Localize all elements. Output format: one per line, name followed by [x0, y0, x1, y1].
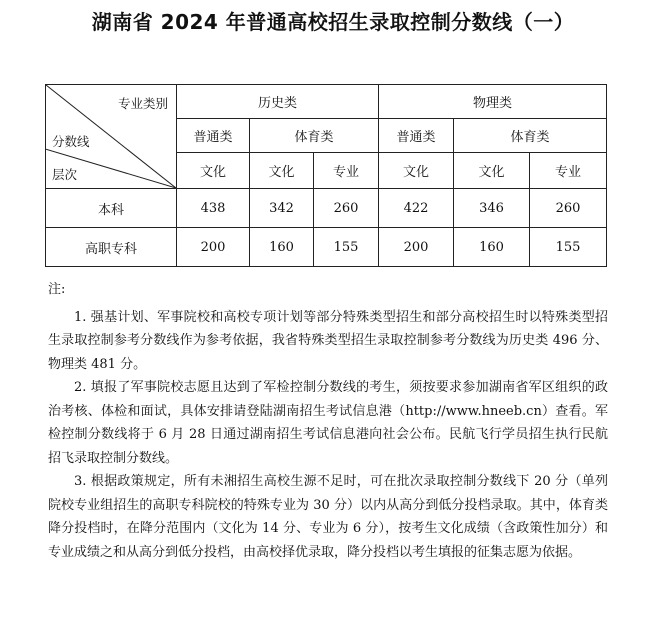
subject-header: 文化: [379, 153, 454, 189]
notes-heading: 注:: [48, 282, 66, 297]
score-cell: 200: [177, 228, 250, 267]
row-level-label: 本科: [46, 189, 177, 228]
note-paragraph-3: 3. 根据政策规定，所有未湘招生高校生源不足时，可在批次录取控制分数线下 20 分（单列院校专业组招生的高职专科院校的特殊专业为 30 分）以内从高分到低分投档录取。其中，体育类降分投档时，在降分范围内（文化为 14 分、专业为 6 分），按考生文化成绩（含政策性加分）和专业成绩之和从高分到低分投档，由高校择优录取，降分投档以考生填报的征集志愿为依据。: [48, 474, 608, 560]
score-cell: 155: [314, 228, 379, 267]
corner-label-score: 分数线: [52, 134, 90, 149]
score-cell: 438: [177, 189, 250, 228]
score-cell: 200: [379, 228, 454, 267]
group-header-physics: 物理类: [379, 85, 607, 119]
score-cell: 160: [250, 228, 314, 267]
subgroup-header: 普通类: [379, 119, 454, 153]
score-cell: 422: [379, 189, 454, 228]
group-header-history: 历史类: [177, 85, 379, 119]
score-cell: 342: [250, 189, 314, 228]
score-cell: 260: [314, 189, 379, 228]
corner-label-level: 层次: [52, 167, 78, 182]
table-header-row-groups: [46, 85, 607, 119]
subject-header: 文化: [454, 153, 530, 189]
corner-label-category: 专业类别: [117, 96, 168, 111]
subgroup-header: 普通类: [177, 119, 250, 153]
score-cell: 155: [530, 228, 607, 267]
subject-header: 专业: [530, 153, 607, 189]
subject-header: 文化: [250, 153, 314, 189]
table-row: [46, 189, 607, 228]
page-title: 湖南省 2024 年普通高校招生录取控制分数线（一）: [91, 10, 575, 34]
subject-header: 专业: [314, 153, 379, 189]
notes-section: [48, 278, 608, 564]
subject-header: 文化: [177, 153, 250, 189]
row-level-label: 高职专科: [46, 228, 177, 267]
corner-header-cell: [46, 85, 177, 189]
subgroup-header: 体育类: [454, 119, 607, 153]
subgroup-header: 体育类: [250, 119, 379, 153]
score-table: [45, 84, 607, 267]
note-paragraph-1: 1. 强基计划、军事院校和高校专项计划等部分特殊类型招生和部分高校招生时以特殊类型招生录取控制参考分数线作为参考依据，我省特殊类型招生录取控制参考分数线为历史类 496 分、物理类 481 分。: [48, 309, 608, 372]
score-cell: 260: [530, 189, 607, 228]
score-cell: 160: [454, 228, 530, 267]
table-row: [46, 228, 607, 267]
note-paragraph-2: 2. 填报了军事院校志愿且达到了军检控制分数线的考生，须按要求参加湖南省军区组织的政治考核、体检和面试，具体安排请登陆湖南招生考试信息港（http://www.hneeb.cn）查看。军检控制分数线将于 6 月 28 日通过湖南招生考试信息港向社会公布。民航飞行学员招生执行民航招飞录取控制分数线。: [48, 380, 608, 466]
score-cell: 346: [454, 189, 530, 228]
